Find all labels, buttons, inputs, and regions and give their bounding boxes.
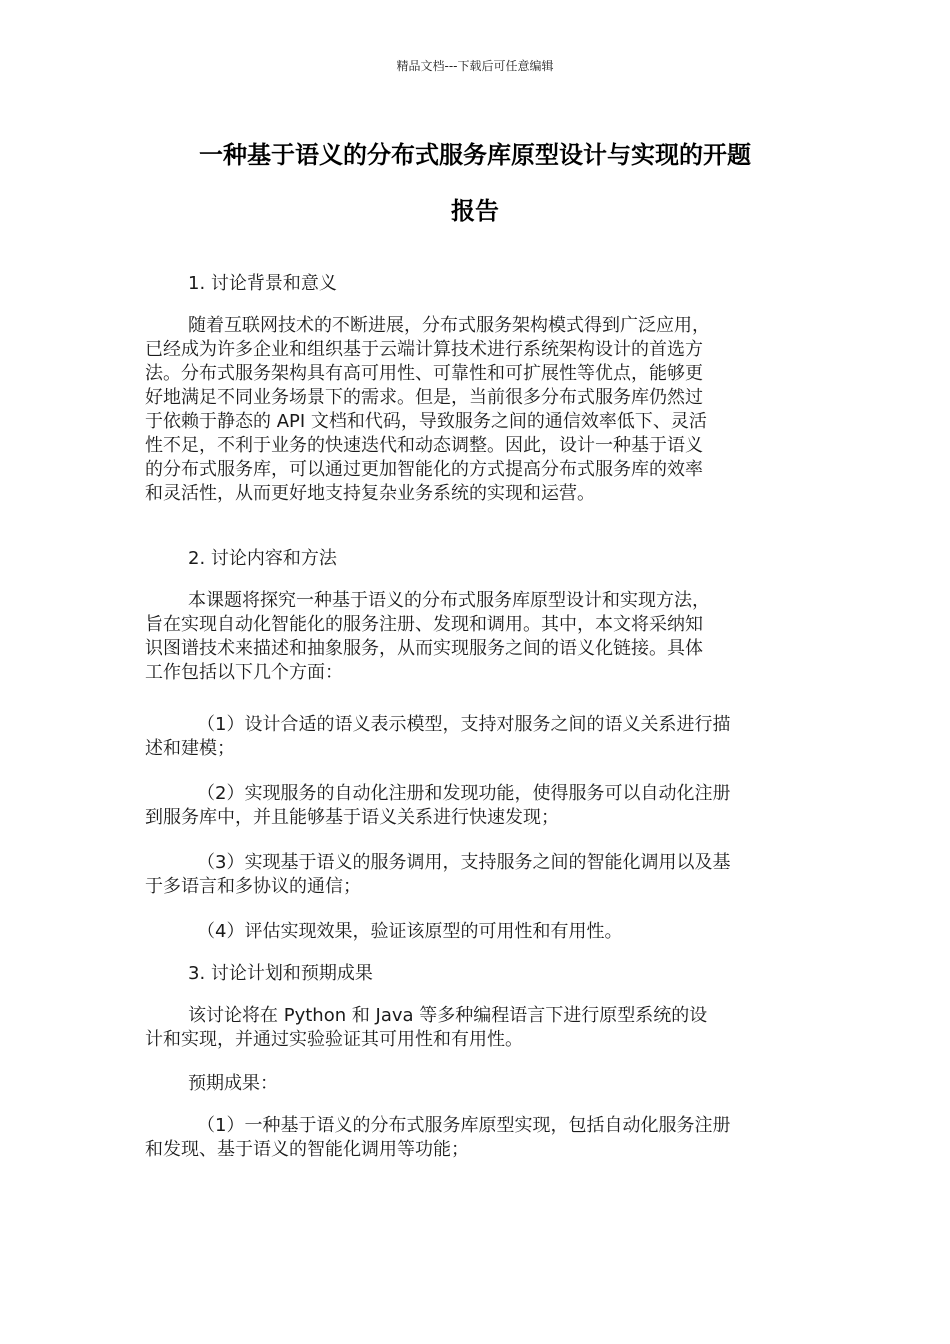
section1-paragraph	[145, 314, 805, 506]
document-title-line-2: 报告	[451, 197, 499, 225]
list-item-line: （3）实现基于语义的服务调用，支持服务之间的智能化调用以及基	[197, 852, 731, 873]
section3-paragraph	[145, 1004, 805, 1052]
expected-results-label-text: 预期成果：	[188, 1073, 278, 1094]
section3-heading-text: 3. 讨论计划和预期成果	[188, 963, 373, 984]
paragraph-line: 随着互联网技术的不断进展，分布式服务架构模式得到广泛应用，	[188, 315, 710, 336]
paragraph-line: 计和实现，并通过实验验证其可用性和有用性。	[145, 1029, 523, 1050]
paragraph-line: 该讨论将在 Python 和 Java 等多种编程语言下进行原型系统的设	[188, 1005, 708, 1026]
list-item-line: （1）设计合适的语义表示模型，支持对服务之间的语义关系进行描	[197, 714, 731, 735]
section2-paragraph	[145, 589, 805, 685]
paragraph-line: 本课题将探究一种基于语义的分布式服务库原型设计和实现方法，	[188, 590, 710, 611]
page-header: 精品文档---下载后可任意编辑	[396, 59, 554, 73]
paragraph-line: 和灵活性，从而更好地支持复杂业务系统的实现和运营。	[145, 483, 595, 504]
section2-item-3	[145, 851, 805, 899]
list-item-line: 和发现、基于语义的智能化调用等功能；	[145, 1139, 469, 1160]
section3-item-1	[145, 1114, 805, 1162]
section2-heading-text: 2. 讨论内容和方法	[188, 548, 337, 569]
paragraph-line: 法。分布式服务架构具有高可用性、可靠性和可扩展性等优点，能够更	[145, 363, 703, 384]
paragraph-line: 旨在实现自动化智能化的服务注册、发现和调用。其中，本文将采纳知	[145, 614, 703, 635]
paragraph-line: 好地满足不同业务场景下的需求。但是，当前很多分布式服务库仍然过	[145, 387, 703, 408]
expected-results-label	[145, 1072, 805, 1096]
list-item-line: （4）评估实现效果，验证该原型的可用性和有用性。	[197, 921, 623, 942]
list-item-line: （2）实现服务的自动化注册和发现功能，使得服务可以自动化注册	[197, 783, 731, 804]
section1-heading	[145, 272, 805, 296]
paragraph-line: 于依赖于静态的 API 文档和代码，导致服务之间的通信效率低下、灵活	[145, 411, 707, 432]
section2-item-4	[145, 920, 805, 944]
section2-item-1	[145, 713, 805, 761]
list-item-line: 述和建模；	[145, 738, 235, 759]
list-item-line: 到服务库中，并且能够基于语义关系进行快速发现；	[145, 807, 559, 828]
paragraph-line: 工作包括以下几个方面：	[145, 662, 343, 683]
list-item-line: （1）一种基于语义的分布式服务库原型实现，包括自动化服务注册	[197, 1115, 731, 1136]
section2-item-2	[145, 782, 805, 830]
paragraph-line: 识图谱技术来描述和抽象服务，从而实现服务之间的语义化链接。具体	[145, 638, 703, 659]
paragraph-line: 已经成为许多企业和组织基于云端计算技术进行系统架构设计的首选方	[145, 339, 703, 360]
paragraph-line: 性不足，不利于业务的快速迭代和动态调整。因此，设计一种基于语义	[145, 435, 703, 456]
section1-heading-text: 1. 讨论背景和意义	[188, 273, 337, 294]
document-title-line-1: 一种基于语义的分布式服务库原型设计与实现的开题	[199, 141, 751, 169]
paragraph-line: 的分布式服务库，可以通过更加智能化的方式提高分布式服务库的效率	[145, 459, 703, 480]
list-item-line: 于多语言和多协议的通信；	[145, 876, 361, 897]
section2-heading	[145, 547, 805, 571]
section3-heading	[145, 962, 805, 986]
